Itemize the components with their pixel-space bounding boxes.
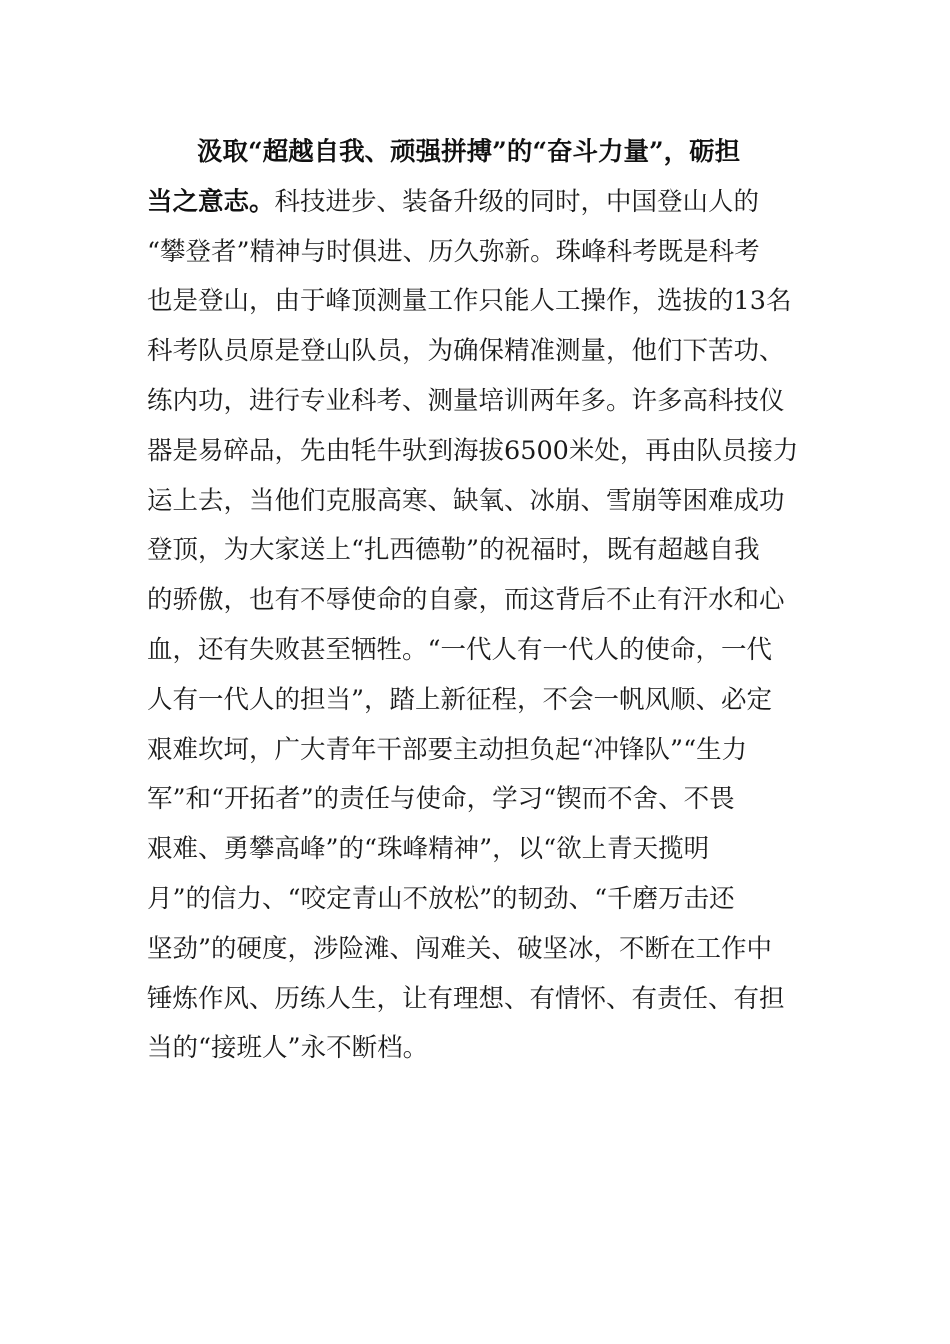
- line-2-text: 科技进步、装备升级的同时，中国登山人的: [274, 186, 760, 217]
- paragraph-line-2: [147, 178, 797, 228]
- paragraph-line-3: “攀登者”精神与时俱进、历久弥新。珠峰科考既是科考: [147, 236, 760, 267]
- paragraph-line-7: 器是易碎品，先由牦牛驮到海拔6500米处，再由队员接力: [147, 435, 799, 466]
- paragraph-line-10: 的骄傲，也有不辱使命的自豪，而这背后不止有汗水和心: [147, 585, 785, 616]
- lead-heading-tail: 当之意志。: [147, 186, 275, 217]
- paragraph-line-18: 锤炼作风、历练人生，让有理想、有情怀、有责任、有担: [147, 983, 785, 1014]
- paragraph-line-5: 科考队员原是登山队员，为确保精准测量，他们下苦功、: [147, 336, 785, 367]
- body-paragraph: [147, 128, 797, 1074]
- paragraph-line-19: 当的“接班人”永不断档。: [147, 1033, 429, 1064]
- paragraph-line-12: 人有一代人的担当”，踏上新征程，不会一帆风顺、必定: [147, 684, 773, 715]
- paragraph-line-9: 登顶，为大家送上“扎西德勒”的祝福时，既有超越自我: [147, 535, 760, 566]
- paragraph-line-8: 运上去，当他们克服高寒、缺氧、冰崩、雪崩等困难成功: [147, 485, 785, 516]
- paragraph-line-14: 军”和“开拓者”的责任与使命，学习“锲而不舍、不畏: [147, 784, 735, 815]
- paragraph-line-15: 艰难、勇攀高峰”的“珠峰精神”，以“欲上青天揽明: [147, 834, 710, 865]
- paragraph-line-17: 坚劲”的硬度，涉险滩、闯难关、破坚冰，不断在工作中: [147, 933, 773, 964]
- paragraph-line-13: 艰难坎坷，广大青年干部要主动担负起“冲锋队”“生力: [147, 734, 748, 765]
- paragraph-line-11: 血，还有失败甚至牺牲。“一代人有一代人的使命，一代: [147, 634, 773, 665]
- paragraph-line-16: 月”的信力、“咬定青山不放松”的韧劲、“千磨万击还: [147, 883, 735, 914]
- paragraph-line-1: 汲取“超越自我、顽强拼搏”的“奋斗力量”，砺担: [197, 137, 741, 167]
- paragraph-line-6: 练内功，进行专业科考、测量培训两年多。许多高科技仪: [147, 385, 785, 416]
- paragraph-line-4: 也是登山，由于峰顶测量工作只能人工操作，选拔的13名: [147, 286, 792, 317]
